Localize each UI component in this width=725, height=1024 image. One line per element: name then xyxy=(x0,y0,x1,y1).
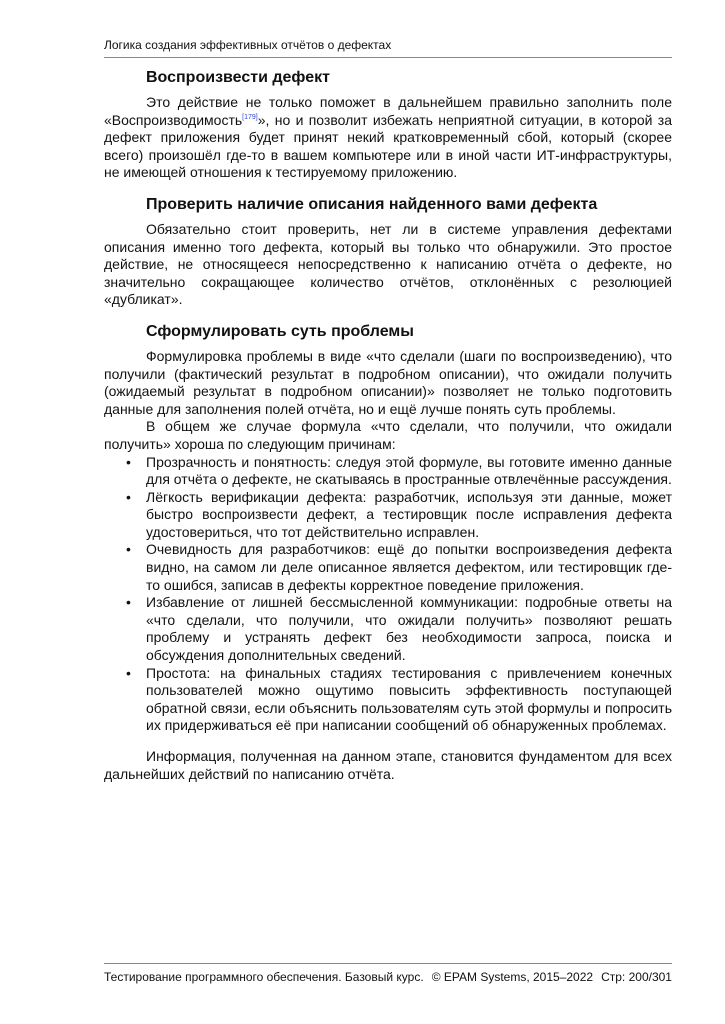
page-number: Стр: 200/301 xyxy=(601,970,672,984)
footer-copyright: © EPAM Systems, 2015–2022 xyxy=(431,970,594,984)
list-item: • Прозрачность и понятность: следуя этой формуле, вы готовите именно данные для отчёта о дефекте, не скатываясь в пространные отвлечённые рассуждения. xyxy=(126,453,672,488)
section-heading: Проверить наличие описания найденного вами дефекта xyxy=(146,195,598,213)
bullet-icon: • xyxy=(126,541,131,558)
section-formulate xyxy=(104,322,672,783)
section-heading: Сформулировать суть проблемы xyxy=(146,322,414,340)
footer-course: Тестирование программного обеспечения. Базовый курс. xyxy=(104,970,424,984)
page-body xyxy=(104,68,672,796)
bullet-icon: • xyxy=(126,664,131,681)
paragraph: Это действие не только поможет в дальнейшем правильно заполнить поле «Воспроизводимость[179]», но и позволит избежать неприятной ситуации, в которой за дефект приложения будет принят некий кратковременный сбой, который (скорее всего) произошёл где-то в вашем компьютере или в иной части ИТ-инфраструктуры, не имеющей отношения к тестируемому приложению. xyxy=(104,94,672,181)
list-item: • Лёгкость верификации дефекта: разработчик, используя эти данные, может быстро воспроизвести дефект, а тестировщик после исправления дефекта удостовериться, что тот действительно исправлен. xyxy=(126,488,672,540)
section-heading: Воспроизвести дефект xyxy=(146,69,330,86)
bullet-icon: • xyxy=(126,453,131,470)
running-footer xyxy=(104,963,672,984)
footnote-link[interactable]: [179] xyxy=(242,113,258,121)
section-check-duplicate xyxy=(104,195,672,309)
reasons-list xyxy=(104,454,672,736)
list-item: • Простота: на финальных стадиях тестирования с привлечением конечных пользователей можно ощутимо повысить эффективность поступающей обратной связи, если объяснить пользователям суть этой формулы и попросить их придерживаться её при написании сообщений об обнаруженных проблемах. xyxy=(126,664,672,734)
paragraph: Обязательно стоит проверить, нет ли в системе управления дефектами описания именно того дефекта, который вы только что обнаружили. Это простое действие, не относящееся непосредственно к написанию отчёта о дефекте, но значительно сокращающее количество отчётов, отклонённых с резолюцией «дубликат». xyxy=(104,220,672,308)
list-item: • Избавление от лишней бессмысленной коммуникации: подробные ответы на «что сделали, что получили, что ожидали получить» позволяют решать проблему и устранять дефект без необходимости запроса, поиска и обсуждения дополнительных сведений. xyxy=(126,594,672,664)
paragraph: Формулировка проблемы в виде «что сделали (шаги по воспроизведению), что получили (фактический результат в подробном описании), что ожидали получить (ожидаемый результат в подробном описании)» позволяет не только подготовить данные для заполнения полей отчёта, но и ещё лучше понять суть проблемы. xyxy=(104,347,672,417)
running-header: Логика создания эффективных отчётов о дефектах xyxy=(104,38,672,58)
bullet-icon: • xyxy=(126,488,131,505)
bullet-icon: • xyxy=(126,594,131,611)
paragraph: В общем же случае формула «что сделали, что получили, что ожидали получить» хороша по следующим причинам: xyxy=(104,418,672,452)
list-item: • Очевидность для разработчиков: ещё до попытки воспроизведения дефекта видно, на самом ли деле описанное является дефектом, или тестировщик где-то ошибся, записав в дефекты корректное поведение приложения. xyxy=(126,541,672,593)
section-reproduce xyxy=(104,68,672,182)
paragraph: Информация, полученная на данном этапе, становится фундаментом для всех дальнейших действий по написанию отчёта. xyxy=(104,748,672,782)
